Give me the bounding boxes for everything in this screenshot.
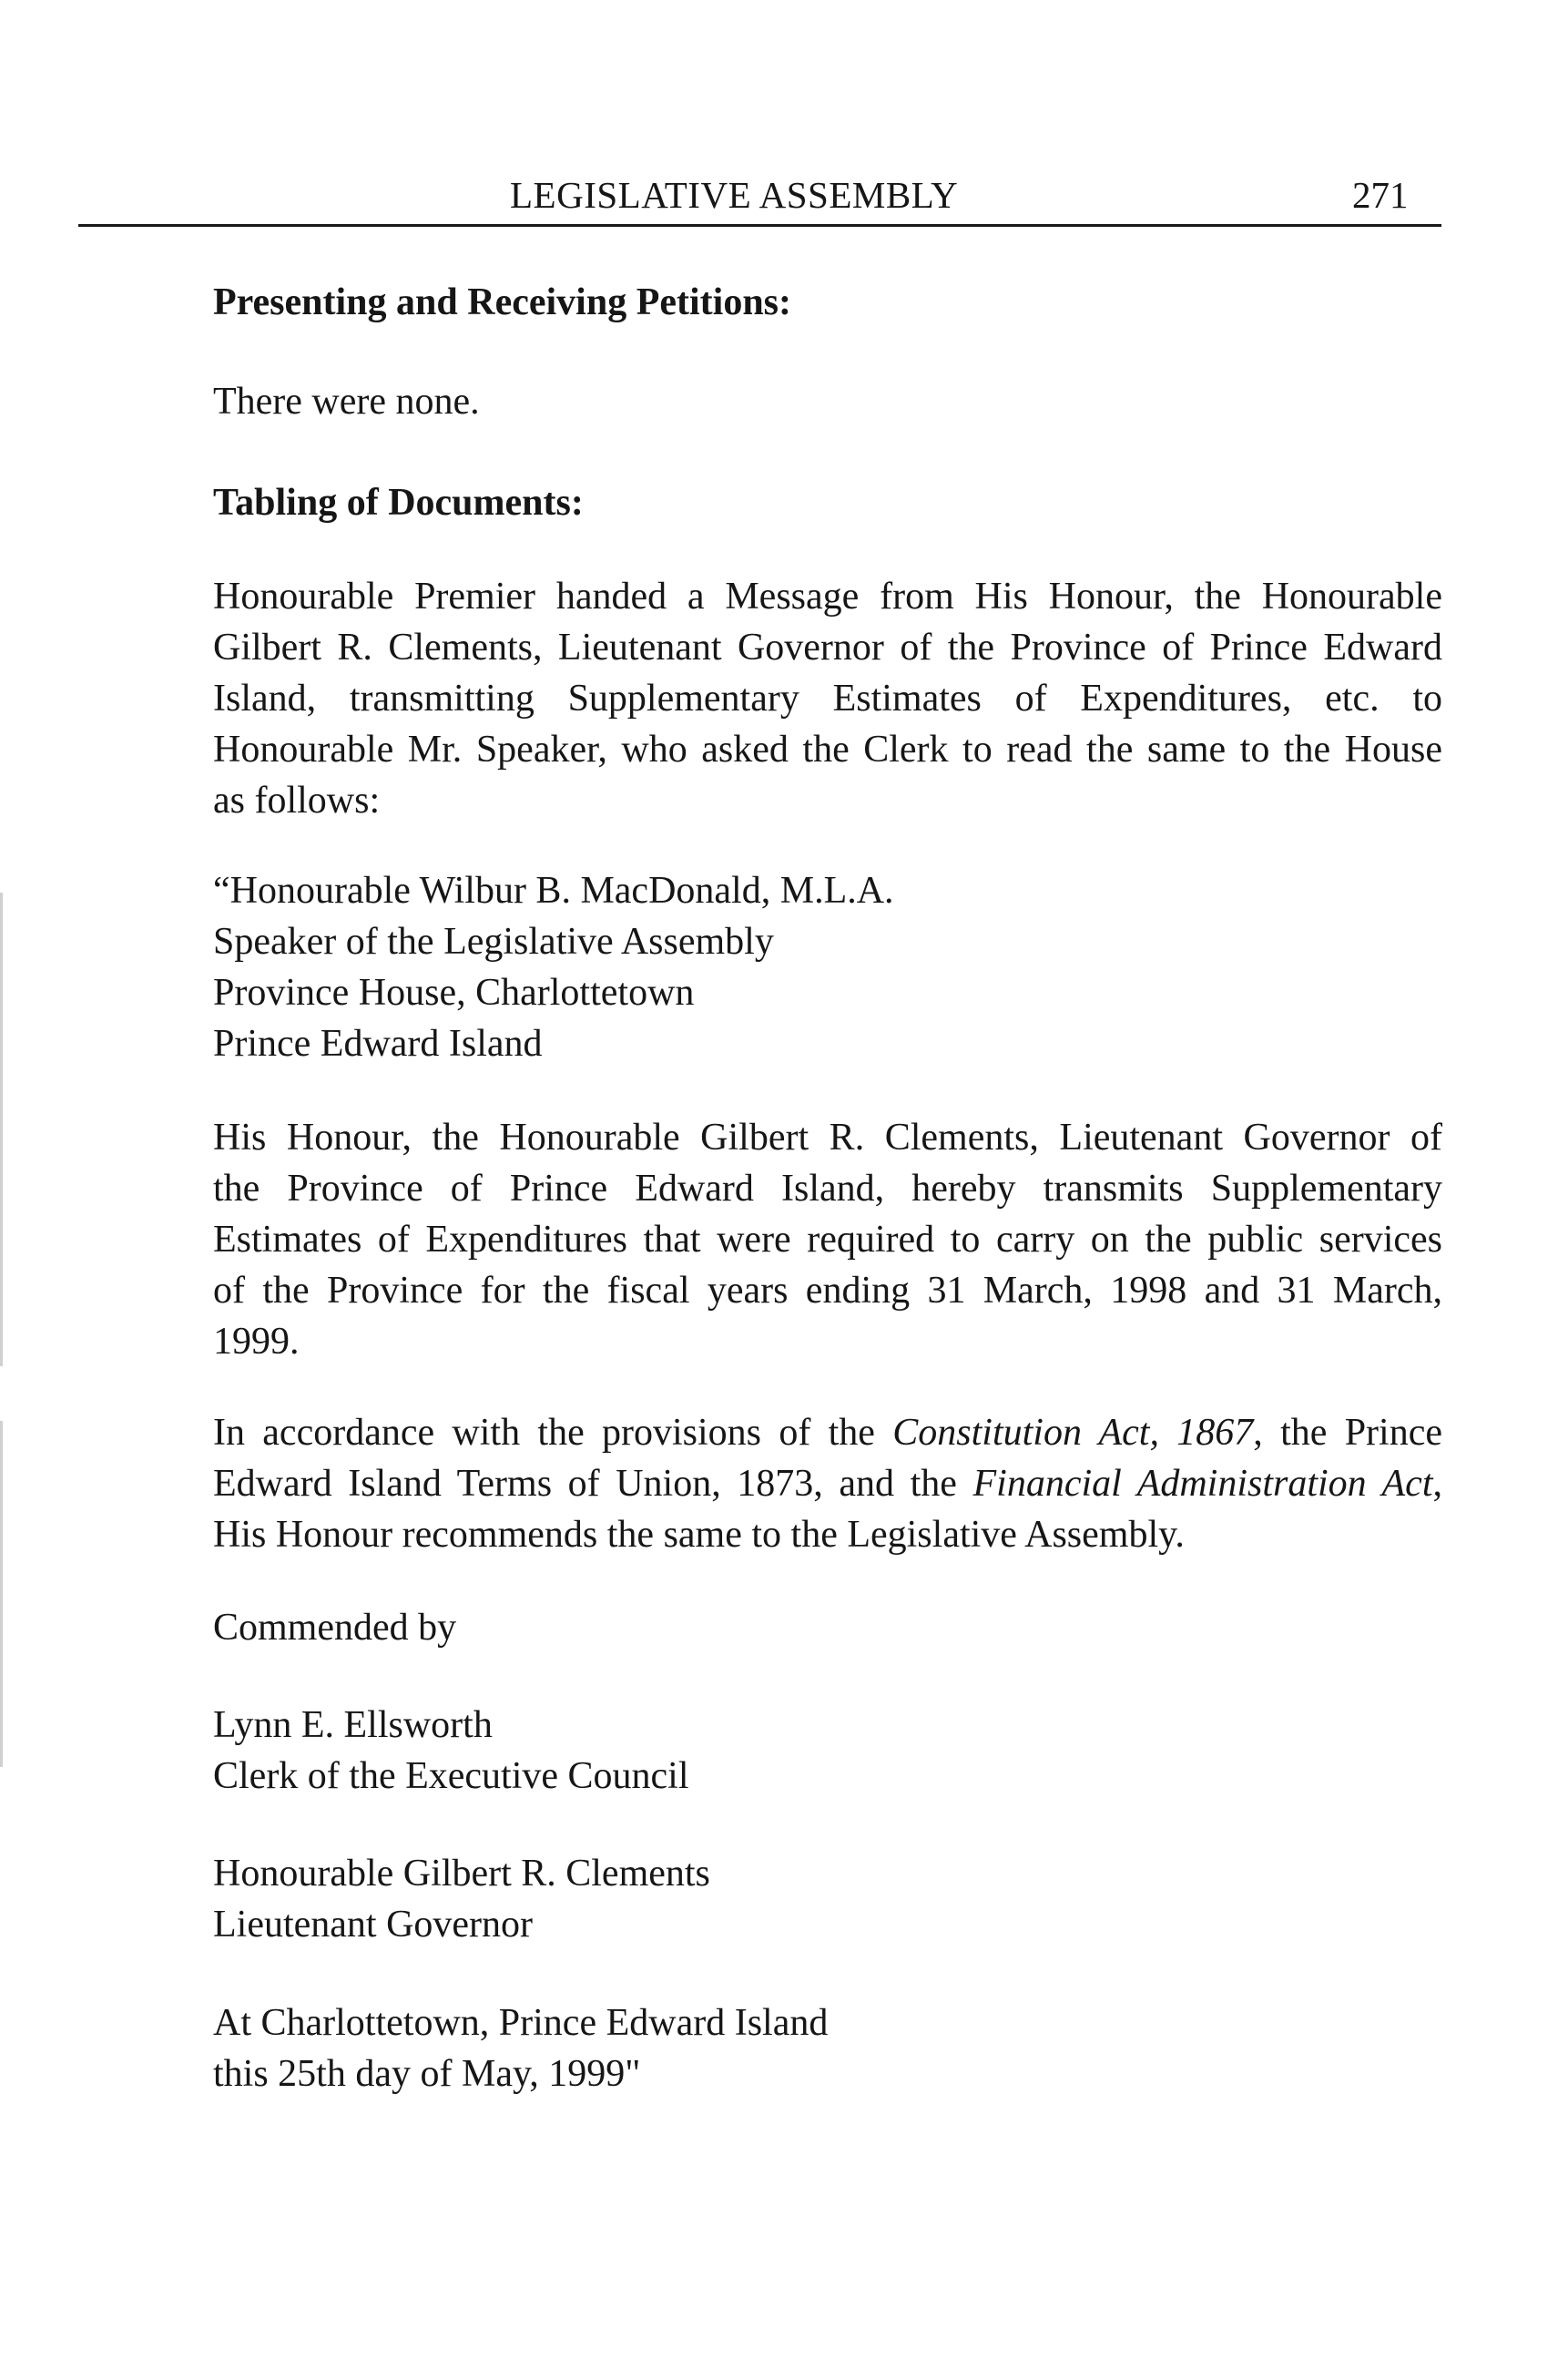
- paragraph-line: Island, transmitting Supplementary Estimates of Expenditures, etc. to: [213, 678, 1442, 720]
- running-header-title: LEGISLATIVE ASSEMBLY: [510, 174, 959, 216]
- address-line: “Honourable Wilbur B. MacDonald, M.L.A.: [213, 870, 894, 912]
- act-title: Financial Administration Act: [972, 1463, 1433, 1505]
- address-line: Speaker of the Legislative Assembly: [213, 921, 774, 963]
- dateline-place: At Charlottetown, Prince Edward Island: [213, 2002, 829, 2044]
- paragraph-line: as follows:: [213, 780, 381, 822]
- paragraph-line: [213, 1458, 1442, 1509]
- paragraph-line: the Province of Prince Edward Island, hereby transmits Supplementary: [213, 1168, 1442, 1210]
- intro-paragraph: [213, 571, 1442, 826]
- accordance-paragraph: [213, 1407, 1442, 1560]
- paragraph-line: of the Province for the fiscal years ending 31 March, 1998 and 31 March,: [213, 1270, 1442, 1312]
- signatory-title: Lieutenant Governor: [213, 1904, 534, 1946]
- header-rule: [78, 224, 1441, 227]
- clerk-signature: [213, 1700, 1442, 1802]
- paragraph-line: Honourable Premier handed a Message from His Honour, the Honourable: [213, 576, 1442, 618]
- paragraph-line: Estimates of Expenditures that were required to carry on the public services: [213, 1219, 1442, 1261]
- petitions-text: There were none.: [213, 381, 480, 423]
- paragraph-line: Gilbert R. Clements, Lieutenant Governor of the Province of Prince Edward: [213, 627, 1442, 669]
- text-run: ,: [1432, 1463, 1442, 1505]
- tabling-heading: Tabling of Documents:: [213, 482, 584, 524]
- scan-edge-mark: [0, 893, 3, 1366]
- dateline: [213, 1997, 1442, 2099]
- paragraph-line: His Honour recommends the same to the Legislative Assembly.: [213, 1514, 1185, 1556]
- text-run: In accordance with the provisions of the: [213, 1412, 893, 1454]
- dateline-date: this 25th day of May, 1999": [213, 2053, 641, 2095]
- text-run: Edward Island Terms of Union, 1873, and the: [213, 1463, 973, 1505]
- paragraph-line: [213, 1407, 1442, 1458]
- address-block: [213, 865, 1442, 1069]
- commended-by: Commended by: [213, 1607, 457, 1649]
- page-number: 271: [1352, 174, 1409, 216]
- paragraph-line: 1999.: [213, 1321, 300, 1363]
- address-line: Prince Edward Island: [213, 1023, 543, 1065]
- act-title: Constitution Act, 1867: [892, 1412, 1254, 1454]
- scan-edge-mark: [0, 1421, 3, 1767]
- signatory-title: Clerk of the Executive Council: [213, 1755, 689, 1797]
- message-paragraph: [213, 1112, 1442, 1367]
- signatory-name: Honourable Gilbert R. Clements: [213, 1853, 710, 1895]
- paragraph-line: His Honour, the Honourable Gilbert R. Clements, Lieutenant Governor of: [213, 1117, 1442, 1159]
- governor-signature: [213, 1848, 1442, 1950]
- address-line: Province House, Charlottetown: [213, 972, 695, 1014]
- signatory-name: Lynn E. Ellsworth: [213, 1704, 493, 1746]
- text-run: , the Prince: [1253, 1412, 1442, 1454]
- paragraph-line: Honourable Mr. Speaker, who asked the Clerk to read the same to the House: [213, 729, 1442, 771]
- petitions-heading: Presenting and Receiving Petitions:: [213, 281, 792, 323]
